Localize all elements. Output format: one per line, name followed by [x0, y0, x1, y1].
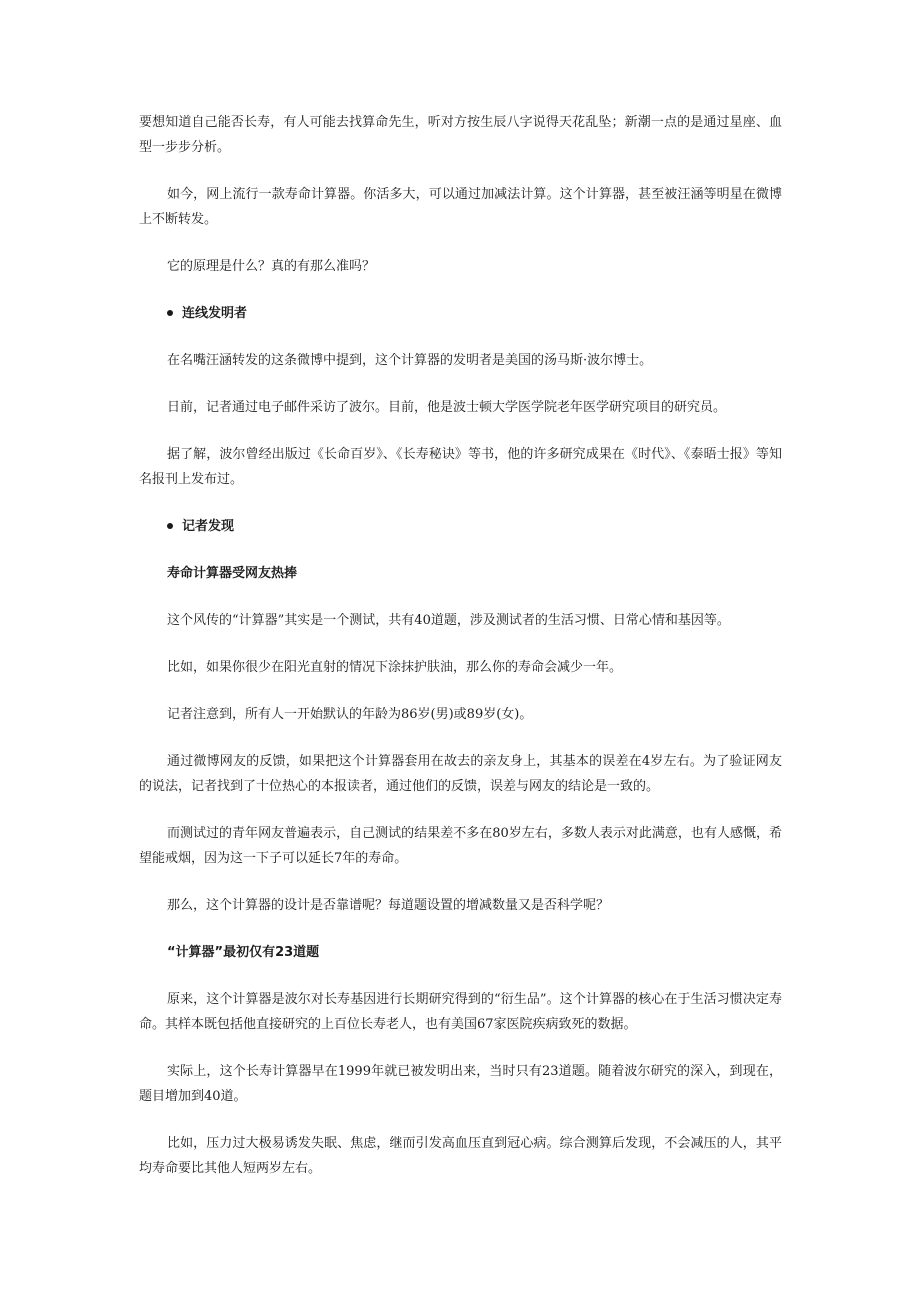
paragraph: 比如，如果你很少在阳光直射的情况下涂抹护肤油，那么你的寿命会减少一年。	[167, 660, 623, 675]
paragraph-intro: 要想知道自己能否长寿，有人可能去找算命先生，听对方按生辰八字说得天花乱坠；新潮一点的是通过星座、血型一步步分析。	[139, 115, 782, 155]
subheading-23-questions: “计算器”最初仅有23道题	[167, 945, 320, 960]
bullet-icon	[167, 523, 173, 529]
paragraph: 那么，这个计算器的设计是否靠谱呢？每道题设置的增减数量又是否科学呢？	[167, 898, 610, 913]
bullet-icon	[167, 310, 173, 316]
subheading-popular: 寿命计算器受网友热捧	[167, 566, 298, 581]
paragraph: 实际上，这个长寿计算器早在1999年就已被发明出来，当时只有23道题。随着波尔研究的深入，到现在，题目增加到40道。	[139, 1064, 782, 1104]
section-heading-findings	[139, 514, 782, 539]
paragraph: 比如，压力过大极易诱发失眠、焦虑，继而引发高血压直到冠心病。综合测算后发现，不会减压的人，其平均寿命要比其他人短两岁左右。	[139, 1136, 782, 1176]
paragraph: 在名嘴汪涵转发的这条微博中提到，这个计算器的发明者是美国的汤马斯·波尔博士。	[167, 353, 653, 368]
paragraph: 记者注意到，所有人一开始默认的年龄为86岁(男)或89岁(女)。	[167, 707, 533, 722]
paragraph: 它的原理是什么？真的有那么准吗？	[167, 259, 376, 274]
paragraph: 原来，这个计算器是波尔对长寿基因进行长期研究得到的“衍生品”。这个计算器的核心在于生活习惯决定寿命。其样本既包括他直接研究的上百位长寿老人，也有美国67家医院疾病致死的数据。	[139, 992, 782, 1032]
paragraph: 而测试过的青年网友普遍表示，自己测试的结果差不多在80岁左右，多数人表示对此满意，也有人感慨，希望能戒烟，因为这一下子可以延长7年的寿命。	[139, 826, 782, 866]
section-heading-inventor	[139, 301, 782, 326]
paragraph: 日前，记者通过电子邮件采访了波尔。目前，他是波士顿大学医学院老年医学研究项目的研究员。	[167, 400, 727, 415]
section-heading-label: 连线发明者	[182, 306, 248, 321]
article-body	[139, 110, 782, 1203]
paragraph: 这个风传的“计算器”其实是一个测试，共有40道题，涉及测试者的生活习惯、日常心情和基因等。	[167, 613, 730, 628]
paragraph: 据了解，波尔曾经出版过《长命百岁》、《长寿秘诀》等书，他的许多研究成果在《时代》、《泰晤士报》等知名报刊上发布过。	[139, 447, 782, 487]
paragraph: 通过微博网友的反馈，如果把这个计算器套用在故去的亲友身上，其基本的误差在4岁左右。为了验证网友的说法，记者找到了十位热心的本报读者，通过他们的反馈，误差与网友的结论是一致的。	[139, 754, 782, 794]
paragraph: 如今，网上流行一款寿命计算器。你活多大，可以通过加减法计算。这个计算器，甚至被汪涵等明星在微博上不断转发。	[139, 187, 782, 227]
section-heading-label: 记者发现	[182, 519, 235, 534]
